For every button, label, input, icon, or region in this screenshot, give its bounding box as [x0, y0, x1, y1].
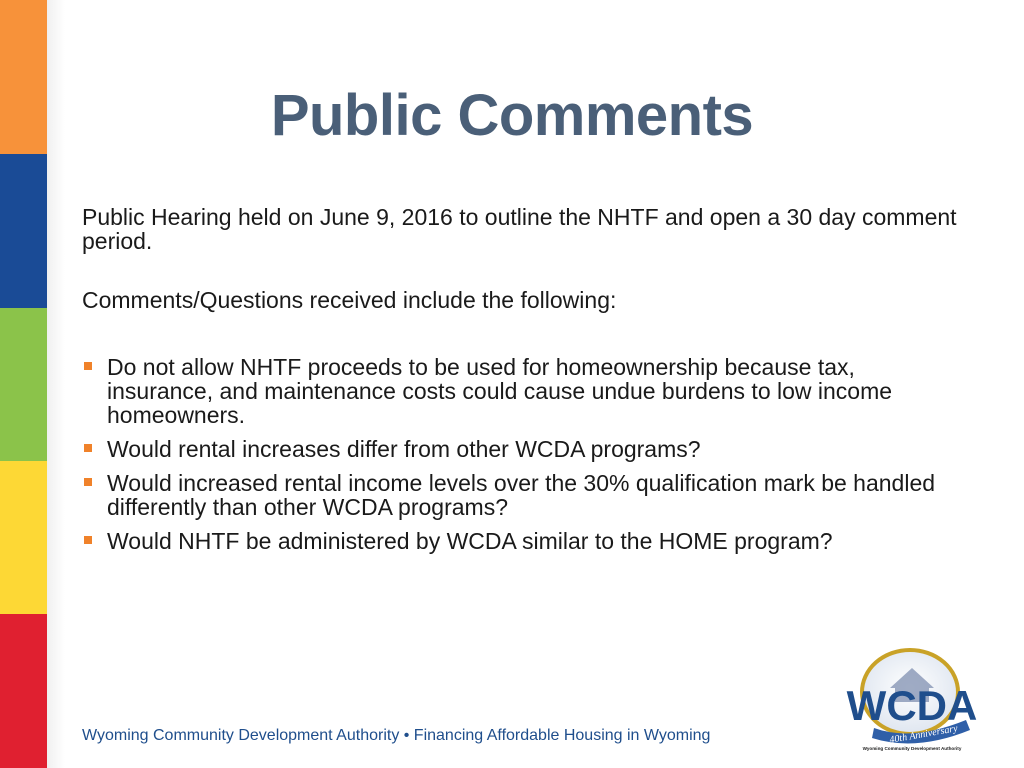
footer-tagline: Wyoming Community Development Authority • Financing Affordable Housing in Wyoming	[82, 727, 711, 744]
list-item	[82, 471, 962, 519]
list-item	[82, 529, 962, 553]
logo-name: WCDA	[846, 682, 978, 729]
square-bullet-icon	[84, 478, 92, 486]
square-bullet-icon	[84, 444, 92, 452]
logo-caption: Wyoming Community Development Authority	[862, 746, 962, 751]
received-heading: Comments/Questions received include the following:	[82, 287, 617, 313]
wcda-logo	[832, 640, 992, 752]
list-item	[82, 355, 962, 427]
square-bullet-icon	[84, 536, 92, 544]
list-item-text: Would NHTF be administered by WCDA similar to the HOME program?	[107, 528, 833, 554]
list-item-text: Would rental increases differ from other WCDA programs?	[107, 436, 701, 462]
stripe-yellow	[0, 461, 47, 614]
stripe-green	[0, 308, 47, 461]
list-item-text: Do not allow NHTF proceeds to be used for homeownership because tax, insurance, and maintenance costs could cause undue burdens to low income homeowners.	[107, 354, 893, 428]
slide-title: Public Comments	[270, 83, 754, 148]
list-item-text: Would increased rental income levels over the 30% qualification mark be handled differently than other WCDA programs?	[107, 470, 936, 520]
logo-ribbon-text: 40th Anniversary	[888, 723, 959, 746]
square-bullet-icon	[84, 362, 92, 370]
stripe-red	[0, 614, 47, 768]
list-item	[82, 437, 962, 461]
comment-list	[82, 355, 962, 563]
stripe-blue	[0, 154, 47, 308]
intro-paragraph: Public Hearing held on June 9, 2016 to outline the NHTF and open a 30 day comment period.	[82, 204, 957, 254]
